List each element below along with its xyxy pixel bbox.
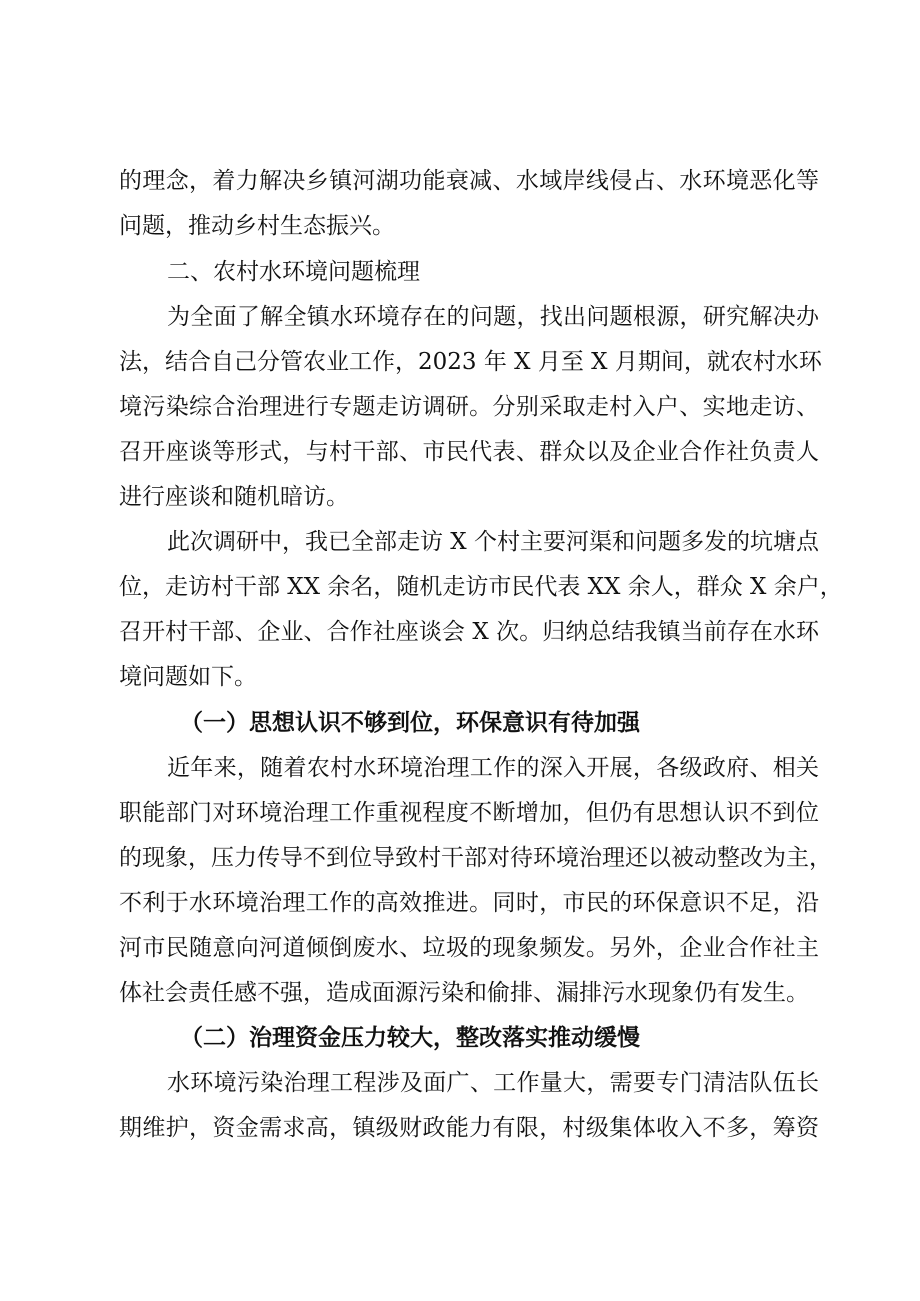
- subsection-heading: （二）治理资金压力较大，整改落实推动缓慢: [180, 1025, 640, 1051]
- body-text-line: 河市民随意向河道倾倒废水、垃圾的现象频发。另外，企业合作社主: [119, 935, 819, 961]
- subsection-heading: （一）思想认识不够到位，环保意识有待加强: [180, 710, 640, 736]
- body-text-line: 职能部门对环境治理工作重视程度不断增加，但仍有思想认识不到位: [119, 800, 819, 826]
- body-text-line: 不利于水环境治理工作的高效推进。同时，市民的环保意识不足，沿: [119, 890, 819, 916]
- body-text-line: 为全面了解全镇水环境存在的问题，找出问题根源，研究解决办: [167, 304, 819, 330]
- body-text-line: 此次调研中，我已全部走访 X 个村主要河渠和问题多发的坑塘点: [167, 529, 819, 555]
- body-text-line: 召开座谈等形式，与村干部、市民代表、群众以及企业合作社负责人: [119, 439, 819, 465]
- body-text-line: 境污染综合治理进行专题走访调研。分别采取走村入户、实地走访、: [119, 394, 819, 420]
- body-text-line: 的现象，压力传导不到位导致村干部对待环境治理还以被动整改为主，: [119, 845, 832, 871]
- body-text-line: 进行座谈和随机暗访。: [119, 484, 349, 510]
- body-text-line: 法，结合自己分管农业工作，2023 年 X 月至 X 月期间，就农村水环: [119, 349, 822, 375]
- body-text-line: 期维护，资金需求高，镇级财政能力有限，村级集体收入不多，筹资: [119, 1115, 819, 1141]
- body-text-line: 位，走访村干部 XX 余名，随机走访市民代表 XX 余人，群众 X 余户，: [119, 574, 843, 600]
- body-text-line: 问题，推动乡村生态振兴。: [119, 213, 395, 239]
- body-text-line: 水环境污染治理工程涉及面广、工作量大，需要专门清洁队伍长: [167, 1070, 819, 1096]
- body-text-line: 的理念，着力解决乡镇河湖功能衰减、水域岸线侵占、水环境恶化等: [119, 168, 819, 194]
- body-text-line: 近年来，随着农村水环境治理工作的深入开展，各级政府、相关: [167, 755, 819, 781]
- body-text-line: 召开村干部、企业、合作社座谈会 X 次。归纳总结我镇当前存在水环: [119, 619, 819, 645]
- body-text-line: 境问题如下。: [119, 664, 257, 690]
- body-text-line: 体社会责任感不强，造成面源污染和偷排、漏排污水现象仍有发生。: [119, 980, 809, 1006]
- section-heading: 二、农村水环境问题梳理: [167, 259, 420, 285]
